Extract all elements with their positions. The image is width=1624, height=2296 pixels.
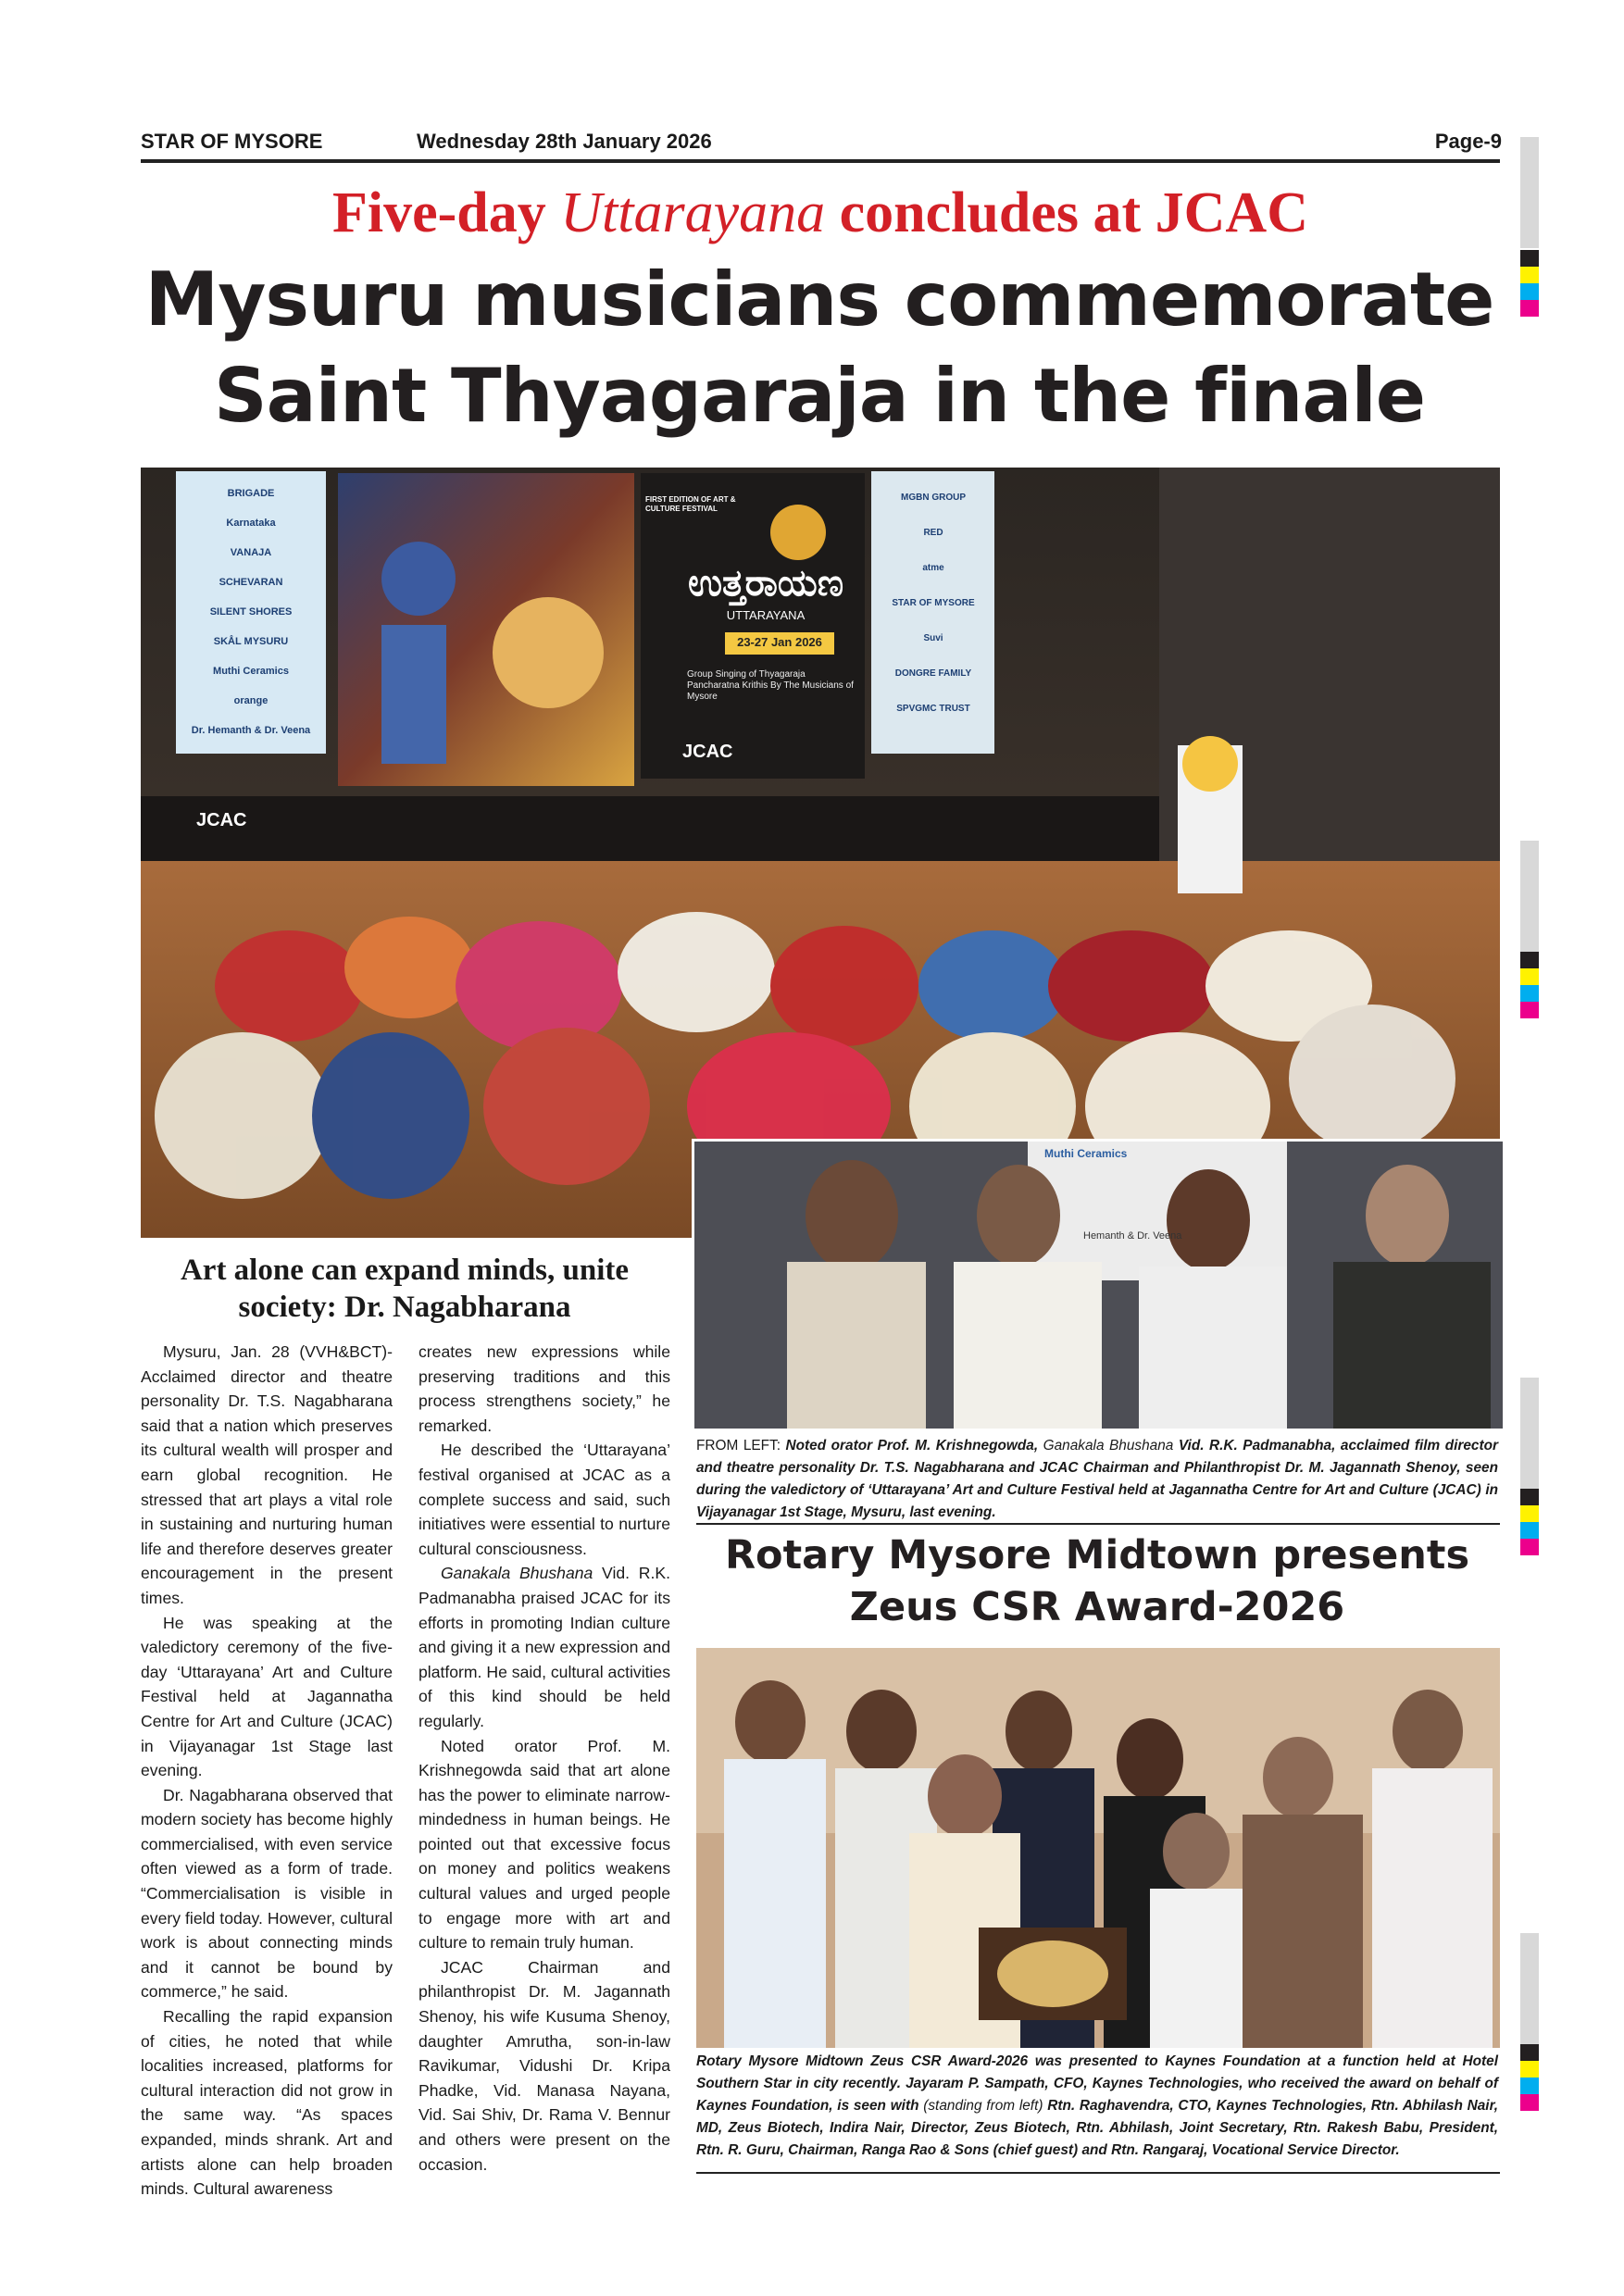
screen-org-logo: JCAC [682, 742, 733, 762]
sponsor-logo: MGBN GROUP [901, 493, 966, 503]
guests-photo-caption: FROM LEFT: Noted orator Prof. M. Krishnegowda, Ganakala Bhushana Vid. R.K. Padmanabha, acclaimed film director and theatre personality Dr. T.S. Nagabharana and JCAC Chairman and Philanthropist Dr. M. Jagannath Shenoy, seen during the valedictory of ‘Uttarayana’ Art and Culture Festival held at Jagannatha Centre for Art and Culture (JCAC) in Vijayanagar 1st Stage, Mysuru, last evening. [696, 1438, 1498, 1520]
backdrop-sponsor: Muthi Ceramics [1044, 1147, 1128, 1160]
right-sponsor-list [873, 480, 993, 727]
article-subheadline: Art alone can expand minds, unite society: Dr. Nagabharana [180, 1254, 630, 1324]
sponsor-logo: BRIGADE [227, 488, 275, 499]
stage-photo [141, 468, 1500, 1238]
kicker-headline: Five-day Uttarayana concludes at JCAC [332, 181, 1308, 244]
paper-name: STAR OF MYSORE [141, 130, 323, 153]
rotary-headline: Rotary Mysore Midtown presents Zeus CSR Award-2026 [724, 1532, 1470, 1630]
sponsor-logo: SPVGMC TRUST [896, 704, 970, 714]
award-photo [696, 1648, 1500, 2048]
headline-line-1: Mysuru musicians commemorate [144, 256, 1494, 343]
honorific-title: Ganakala Bhushana [441, 1564, 593, 1583]
paragraph: Ganakala Bhushana Vid. R.K. Padmanabha praised JCAC for its efforts in promoting Indian culture and giving it a new expression and platform. He said, cultural activities of this kind should be held regularly. [418, 1564, 670, 1730]
sponsor-logo: Muthi Ceramics [213, 666, 289, 677]
bottom-divider [696, 2172, 1500, 2174]
backdrop-sponsor-2: Hemanth & Dr. Veena [1083, 1230, 1182, 1242]
paragraph: He described the ‘Uttarayana’ festival organised at JCAC as a complete success and said, such initiatives were essential to nurture cultural consciousness. [418, 1441, 670, 1558]
masthead-rule [141, 159, 1500, 163]
headline-line-2: Saint Thyagaraja in the finale [213, 353, 1426, 439]
paragraph: creates new expressions while preserving traditions and this process strengthens society,” he remarked. [418, 1342, 670, 1435]
main-headline [111, 252, 1528, 444]
paragraph: JCAC Chairman and philanthropist Dr. M. Jagannath Shenoy, his wife Kusuma Shenoy, daughter Amrutha, son-in-law Ravikumar, Vidushi Dr. Kripa Phadke, Vid. Manasa Nayana, Vid. Sai Shiv, Dr. Rama V. Bennur and others were present on the occasion. [418, 1957, 670, 2174]
sponsor-logo: atme [922, 563, 944, 573]
issue-date: Wednesday 28th January 2026 [417, 130, 712, 153]
paragraph: He was speaking at the valedictory ceremony of the five-day ‘Uttarayana’ Art and Culture Festival held at Jagannatha Centre for Art and Culture (JCAC) in Vijayanagar 1st Stage last evening. [141, 1613, 393, 1780]
article-column-2 [418, 1340, 670, 2177]
sponsor-logo: orange [233, 695, 269, 706]
sponsor-logo: SILENT SHORES [209, 606, 293, 618]
screen-edition: FIRST EDITION OF ART & CULTURE FESTIVAL [645, 495, 736, 513]
section-divider [696, 1523, 1500, 1525]
sponsor-logo: RED [923, 528, 943, 538]
sponsor-logo: DONGRE FAMILY [894, 668, 972, 679]
guests-photo [692, 1139, 1505, 1431]
screen-dates: 23-27 Jan 2026 [737, 635, 822, 649]
screen-description: Group Singing of Thyagaraja Pancharatna Krithis By The Musicians of Mysore [687, 669, 854, 702]
sponsor-logo: Karnataka [226, 518, 276, 529]
paragraph: Dr. Nagabharana observed that modern society has become highly commercialised, with even service often viewed as a form of trade. “Commercialisation is visible in every field today. However, cultural work is about connecting minds and it cannot be bound by commerce,” he said. [141, 1785, 393, 2002]
screen-title: ಉತ್ತರಾಯಣ [687, 562, 844, 605]
sponsor-logo: STAR OF MYSORE [892, 598, 975, 608]
registration-marks [1520, 137, 1539, 2174]
paragraph: Mysuru, Jan. 28 (VVH&BCT)- Acclaimed director and theatre personality Dr. T.S. Nagabharana said that a nation which preserves its cultural wealth will prosper and earn global recognition. He stressed that art plays a vital role in sustaining and nurturing human life and therefore deserves greater encouragement in the present times. [141, 1342, 393, 1607]
sponsor-logo: Dr. Hemanth & Dr. Veena [191, 725, 311, 736]
stage-banner-logo: JCAC [196, 810, 247, 830]
paragraph: Noted orator Prof. M. Krishnegowda said that art alone has the power to eliminate narrow-mindedness in human beings. He pointed out that excessive focus on money and politics weakens cultural values and urged people to engage more with art and culture to remain truly human. [418, 1736, 670, 1953]
article-column-1 [141, 1340, 393, 2202]
left-sponsor-list [178, 479, 324, 745]
sponsor-logo: SCHEVARAN [219, 577, 283, 588]
page-number: Page-9 [1434, 130, 1502, 153]
paragraph: Recalling the rapid expansion of cities, he noted that while localities increased, platforms for cultural interaction did not grow in the same way. “As spaces expanded, minds shrank. Art and artists alone can help broaden minds. Cultural awareness [141, 2007, 393, 2199]
sponsor-logo: SKÅL MYSURU [213, 636, 289, 647]
sponsor-logo: VANAJA [230, 547, 272, 558]
masthead [141, 126, 1502, 159]
screen-title-en: UTTARAYANA [726, 608, 806, 622]
sponsor-logo: Suvi [923, 633, 943, 643]
award-photo-caption: Rotary Mysore Midtown Zeus CSR Award-2026 was presented to Kaynes Foundation at a function held at Hotel Southern Star in city recently. Jayaram P. Sampath, CFO, Kaynes Technologies, who received the award on behalf of Kaynes Foundation, is seen with (standing from left) Rtn. Raghavendra, CTO, Kaynes Technologies, Rtn. Abhilash Nair, MD, Zeus Biotech, Indira Nair, Director, Zeus Biotech, Rtn. Abhilash, Joint Secretary, Rtn. Rakesh Babu, President, Rtn. R. Guru, Chairman, Ranga Rao & Sons (chief guest) and Rtn. Rangaraj, Vocational Service Director. [696, 2053, 1499, 2158]
